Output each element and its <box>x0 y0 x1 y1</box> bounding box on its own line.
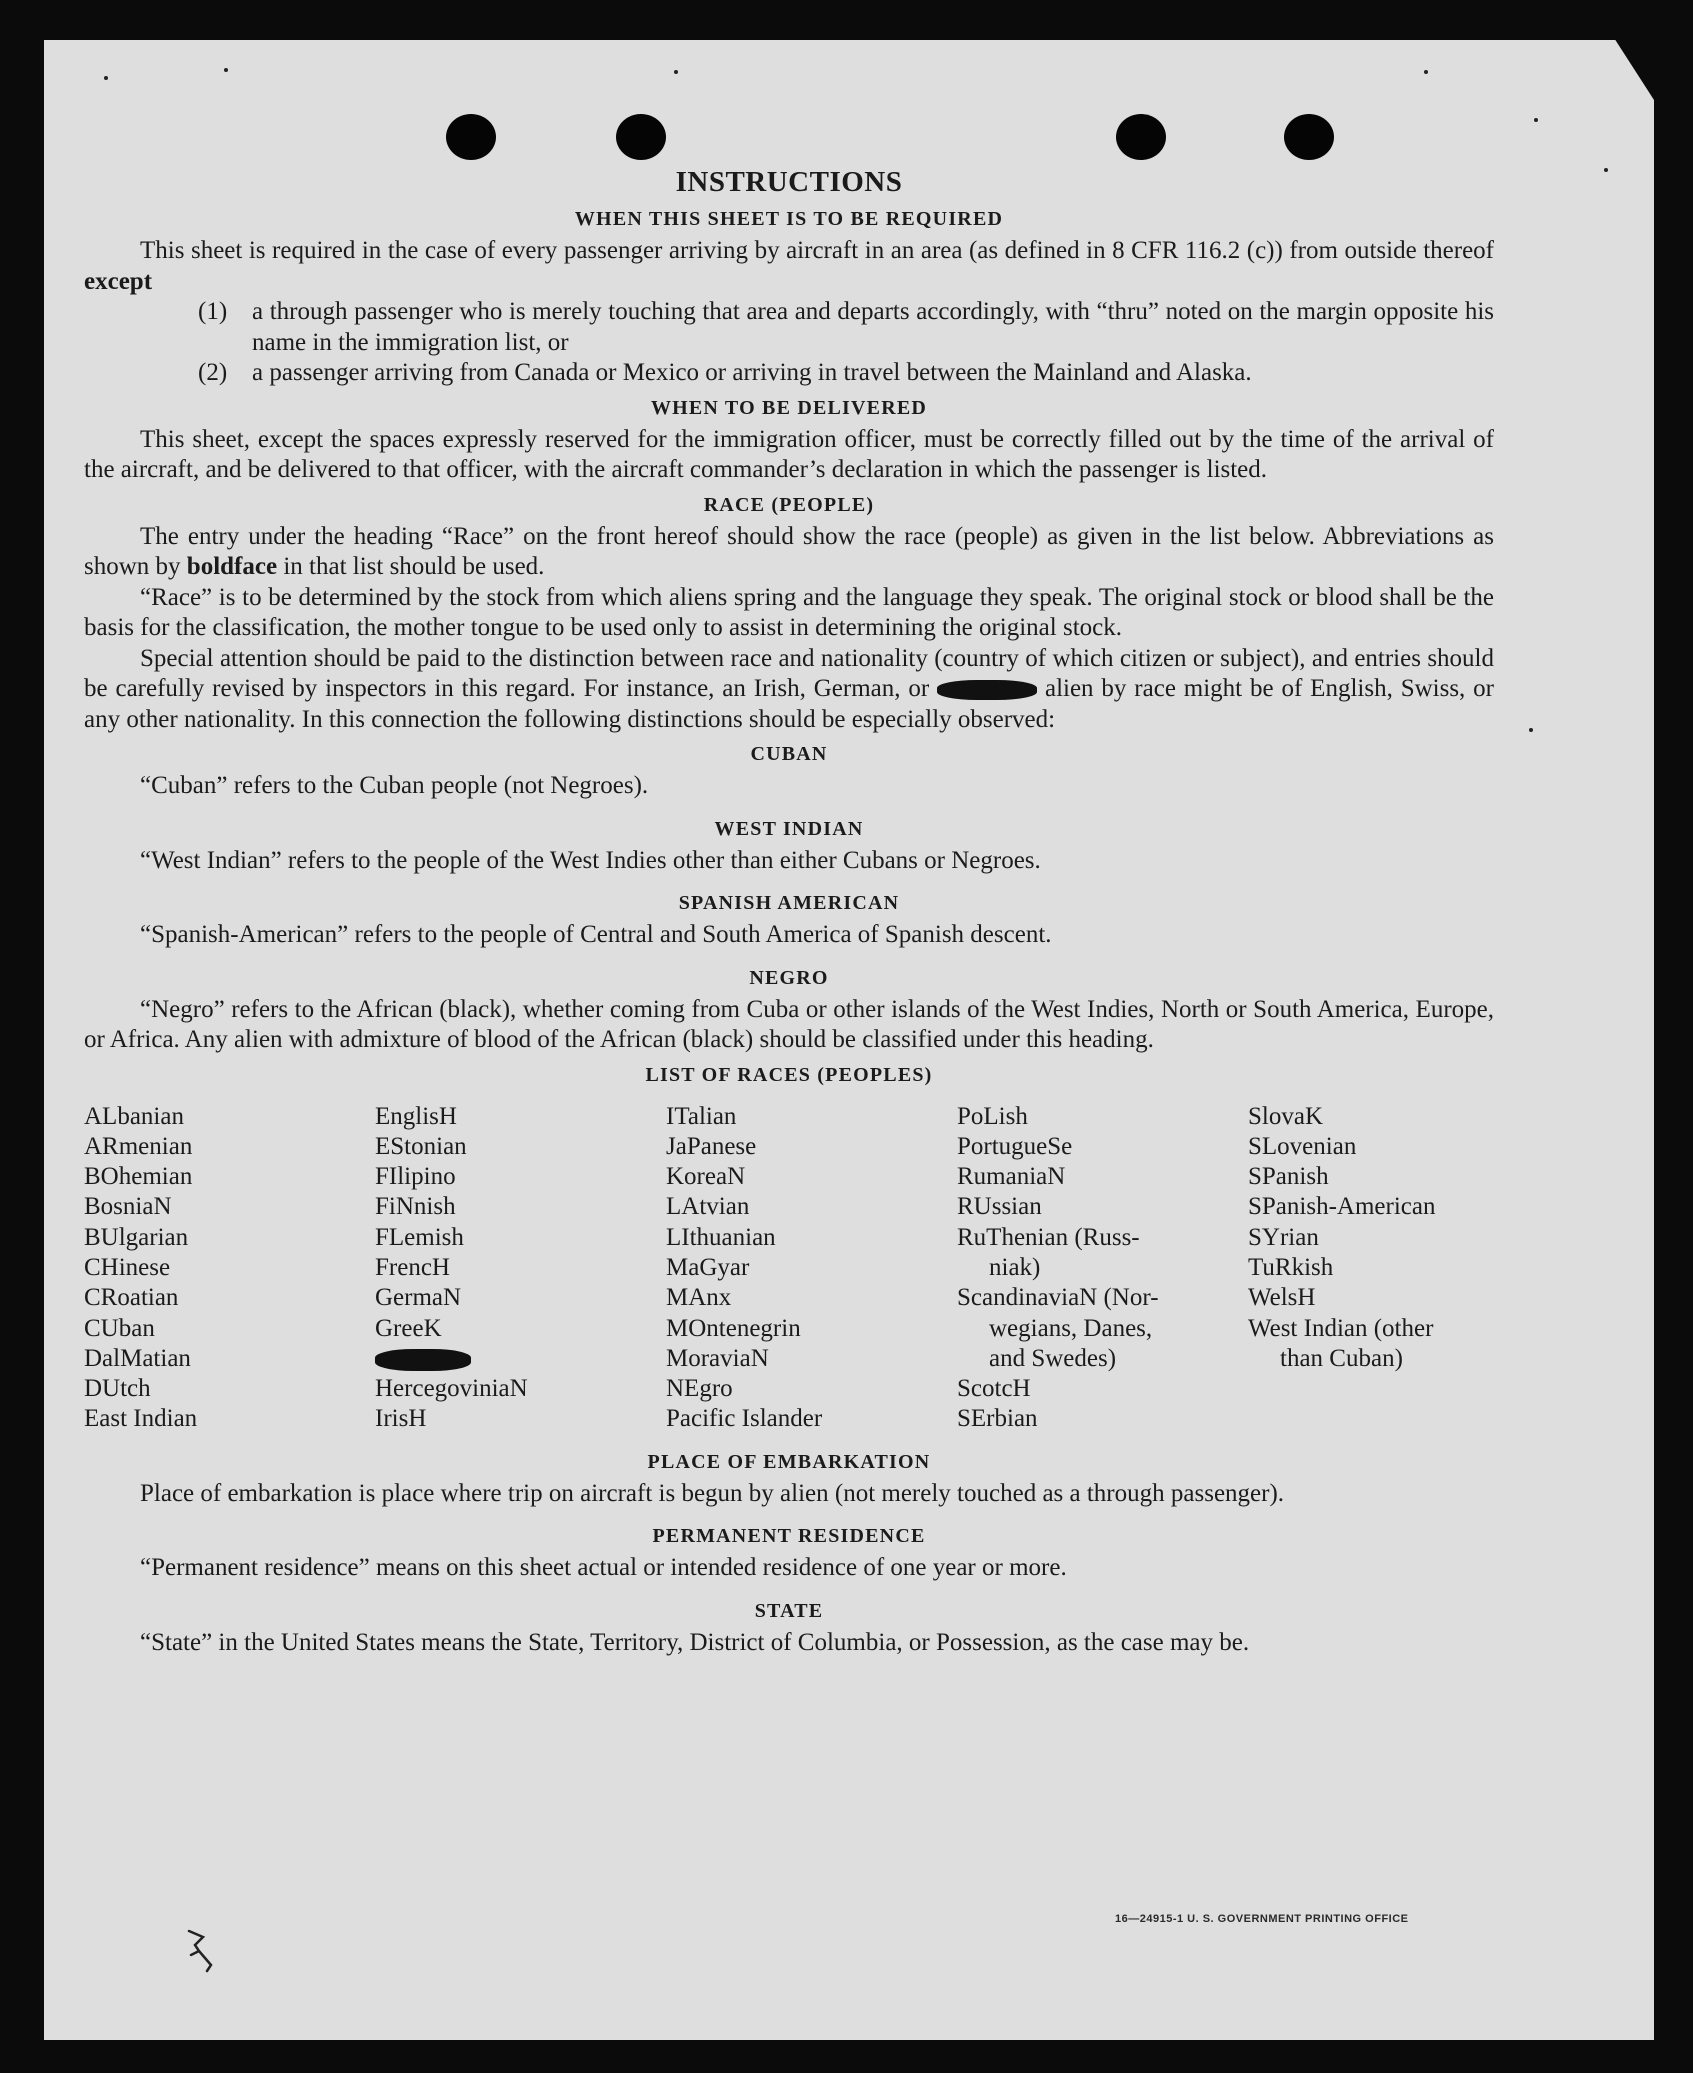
race-entry: LAtvian <box>666 1193 750 1221</box>
race-paragraph-2: “Race” is to be determined by the stock from which aliens spring and the language they speak. The original stock or blood shall be the basis for the classification, the mother tongue to be used only to assist in determining the original stock. <box>84 583 1494 641</box>
race-entry: niak) <box>989 1253 1041 1281</box>
instructions-content <box>84 160 1494 1658</box>
races-column <box>957 1102 1248 1435</box>
delivered-text: This sheet, except the spaces expressly reserved for the immigration officer, must be correctly filled out by the time of the arrival of the aircraft, and be delivered to that officer, with the aircraft commander’s declaration in which the passenger is listed. <box>84 425 1494 483</box>
race-entry: WelsH <box>1248 1284 1316 1312</box>
race-entry: FIlipino <box>375 1163 456 1191</box>
race-entry: JaPanese <box>666 1132 757 1160</box>
race-entry: EStonian <box>375 1132 467 1160</box>
race-entry: SPanish-American <box>1248 1193 1436 1221</box>
race-entry: HercegoviniaN <box>375 1375 528 1403</box>
section-heading-spanish-american: SPANISH AMERICAN <box>678 892 900 914</box>
required-item: (1) a through passenger who is merely touching that area and departs accordingly, with “thru” noted on the margin opposite his name in the immigration list, or <box>198 298 1494 356</box>
west-indian-text: “West Indian” refers to the people of the West Indies other than either Cubans or Negroes. <box>140 846 1041 874</box>
speck <box>224 68 228 72</box>
race-entry: BUlgarian <box>84 1223 189 1251</box>
race-entry: FrencH <box>375 1253 450 1281</box>
race-entry: GreeK <box>375 1314 442 1342</box>
section-heading-west-indian: WEST INDIAN <box>714 817 864 840</box>
race-entry: ITalian <box>666 1102 737 1130</box>
race-entry: NEgro <box>666 1375 733 1403</box>
section-heading-embarkation: PLACE OF EMBARKATION <box>647 1450 931 1473</box>
section-heading-residence: PERMANENT RESIDENCE <box>652 1525 926 1548</box>
required-item: (2) a passenger arriving from Canada or Mexico or arriving in travel between the Mainland and Alaska. <box>198 359 1252 386</box>
race-entry: SlovaK <box>1248 1102 1323 1130</box>
races-column <box>375 1102 666 1435</box>
race-paragraph-1: The entry under the heading “Race” on the front hereof should show the race (people) as given in the list below. Abbreviations as shown by boldface in that list should be used. <box>84 522 1494 580</box>
section-heading-state: STATE <box>754 1599 824 1622</box>
race-entry: FiNnish <box>375 1193 456 1221</box>
punch-hole <box>616 114 666 160</box>
race-entry: FLemish <box>375 1223 464 1251</box>
residence-text: “Permanent residence” means on this sheet actual or intended residence of one year or more. <box>140 1554 1067 1582</box>
race-entry: MaGyar <box>666 1253 750 1281</box>
races-column <box>1248 1102 1539 1435</box>
section-heading-delivered: WHEN TO BE DELIVERED <box>650 396 928 419</box>
race-entry: MAnx <box>666 1284 732 1312</box>
race-entry: BosniaN <box>84 1193 172 1221</box>
race-entry: RUssian <box>957 1193 1042 1221</box>
cuban-text: “Cuban” refers to the Cuban people (not Negroes). <box>140 772 649 799</box>
spanish-american-text: “Spanish-American” refers to the people of Central and South America of Spanish descent. <box>140 921 1052 948</box>
race-entry: PortugueSe <box>957 1132 1073 1160</box>
punch-hole <box>1284 114 1334 160</box>
redaction-mark <box>937 680 1037 700</box>
race-entry: SPanish <box>1248 1163 1329 1191</box>
race-entry: ALbanian <box>84 1102 184 1130</box>
pen-mark-icon <box>185 1925 225 1985</box>
race-entry: West Indian (other <box>1248 1314 1434 1342</box>
race-entry: SLovenian <box>1248 1132 1357 1160</box>
speck <box>104 76 108 80</box>
race-entry: ScotcH <box>957 1375 1031 1403</box>
section-heading-negro: NEGRO <box>749 966 829 989</box>
punch-hole <box>1116 114 1166 160</box>
race-entry-redacted <box>375 1344 666 1374</box>
race-entry: CUban <box>84 1314 155 1342</box>
race-entry: CRoatian <box>84 1284 179 1312</box>
race-entry: MOntenegrin <box>666 1314 801 1342</box>
race-entry: ARmenian <box>84 1132 193 1160</box>
speck <box>1604 168 1608 172</box>
races-column <box>84 1102 375 1435</box>
race-entry: CHinese <box>84 1253 171 1281</box>
race-entry: LIthuanian <box>666 1223 776 1251</box>
race-entry: than Cuban) <box>1280 1344 1403 1372</box>
state-text: “State” in the United States means the State, Territory, District of Columbia, or Possession, as the case may be. <box>140 1628 1250 1656</box>
races-list <box>84 1102 1494 1435</box>
speck <box>1424 70 1428 74</box>
race-entry: DalMatian <box>84 1344 191 1372</box>
punch-hole <box>446 114 496 160</box>
race-entry: KoreaN <box>666 1163 746 1191</box>
race-entry: SErbian <box>957 1405 1038 1433</box>
race-entry: EnglisH <box>375 1102 457 1130</box>
race-entry: wegians, Danes, <box>989 1314 1153 1342</box>
section-heading-race: RACE (PEOPLE) <box>703 493 875 516</box>
race-entry: RuThenian (Russ- <box>957 1223 1140 1251</box>
embarkation-text: Place of embarkation is place where trip on aircraft is begun by alien (not merely touched as a through passenger). <box>140 1479 1285 1507</box>
race-entry: SYrian <box>1248 1223 1319 1251</box>
race-entry: PoLish <box>957 1102 1028 1130</box>
negro-text: “Negro” refers to the African (black), whether coming from Cuba or other islands of the West Indies, North or South America, Europe, or Africa. Any alien with admixture of blood of the African (black) should be classified under this heading. <box>84 995 1494 1053</box>
race-entry: East Indian <box>84 1405 198 1433</box>
race-entry: GermaN <box>375 1284 462 1312</box>
race-entry: MoraviaN <box>666 1344 769 1372</box>
race-entry: Pacific Islander <box>666 1405 823 1433</box>
required-intro: This sheet is required in the case of every passenger arriving by aircraft in an area (as defined in 8 CFR 116.2 (c)) from outside thereof except <box>84 237 1494 295</box>
section-heading-list-of-races: LIST OF RACES (PEOPLES) <box>645 1063 933 1086</box>
speck <box>1534 118 1538 122</box>
race-paragraph-3: Special attention should be paid to the distinction between race and nationality (country of which citizen or subject), and entries should be carefully revised by inspectors in this regard. For instance, an Irish, German, or alien by race might be of English, Swiss, or any other nationality. In this connection the following distinctions should be especially observed: <box>84 644 1495 733</box>
race-entry: IrisH <box>375 1405 427 1433</box>
speck <box>674 70 678 74</box>
race-entry: and Swedes) <box>989 1344 1117 1372</box>
printing-office-code: 16—24915-1 U. S. GOVERNMENT PRINTING OFFICE <box>1115 1913 1409 1925</box>
page-title: INSTRUCTIONS <box>675 166 903 198</box>
race-entry: BOhemian <box>84 1163 193 1191</box>
section-heading-cuban: CUBAN <box>750 743 828 765</box>
race-entry: RumaniaN <box>957 1163 1066 1191</box>
section-heading-required: WHEN THIS SHEET IS TO BE REQUIRED <box>574 208 1004 230</box>
redaction-mark <box>375 1349 471 1371</box>
speck <box>1529 728 1533 732</box>
race-entry: DUtch <box>84 1375 151 1403</box>
race-entry: ScandinaviaN (Nor- <box>957 1284 1159 1312</box>
race-entry: TuRkish <box>1248 1253 1334 1281</box>
races-column <box>666 1102 957 1435</box>
